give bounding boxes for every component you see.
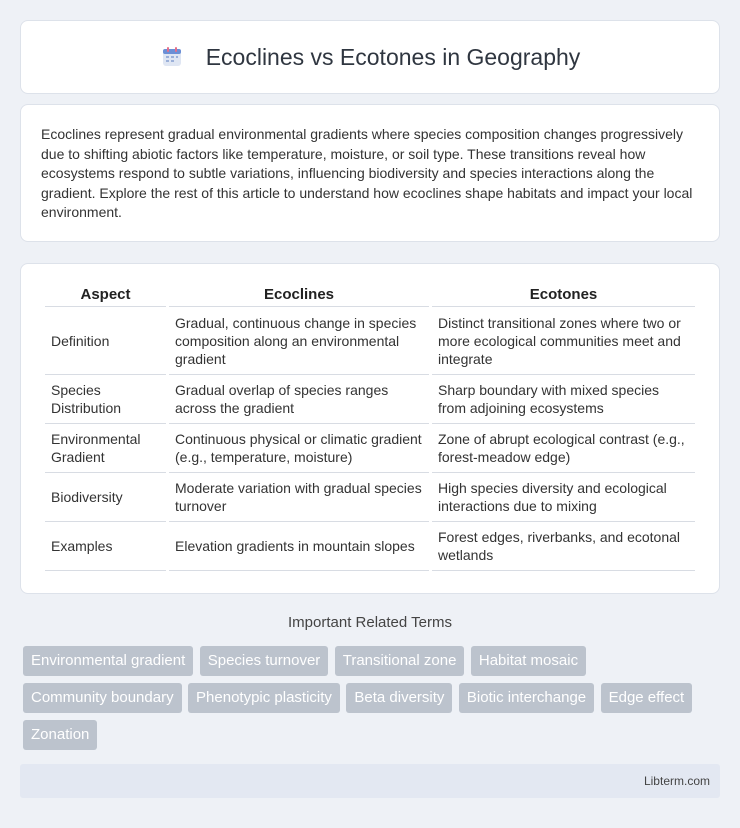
- table-row: [45, 424, 695, 473]
- cell-ecoclines: Elevation gradients in mountain slopes: [169, 522, 429, 571]
- cell-ecotones: Distinct transitional zones where two or more ecological communities meet and integrate: [432, 307, 695, 375]
- cell-ecoclines: Continuous physical or climatic gradient (e.g., temperature, moisture): [169, 424, 429, 473]
- tag-habitat-mosaic[interactable]: Habitat mosaic: [471, 646, 586, 676]
- cell-aspect: Species Distribution: [45, 375, 166, 424]
- cell-ecotones: Zone of abrupt ecological contrast (e.g., forest-meadow edge): [432, 424, 695, 473]
- tag-edge-effect[interactable]: Edge effect: [601, 683, 693, 713]
- table-row: [45, 375, 695, 424]
- cell-ecotones: Sharp boundary with mixed species from adjoining ecosystems: [432, 375, 695, 424]
- cell-ecoclines: Gradual, continuous change in species composition along an environmental gradient: [169, 307, 429, 375]
- cell-ecotones: High species diversity and ecological interactions due to mixing: [432, 473, 695, 522]
- intro-text: Ecoclines represent gradual environmental gradients where species composition changes progressively due to shifting abiotic factors like temperature, moisture, or soil type. These transitions reveal how ecosystems respond to subtle variations, influencing biodiversity and species interactions along the gradient. Explore the rest of this article to understand how ecoclines shape habitats and impact your local environment.: [41, 126, 693, 220]
- footer: [20, 764, 720, 798]
- intro-card: [20, 104, 720, 242]
- page-title: Ecoclines vs Ecotones in Geography: [205, 43, 581, 70]
- tag-community-boundary[interactable]: Community boundary: [23, 683, 182, 713]
- calendar-icon: [160, 45, 184, 69]
- related-terms-list: [23, 646, 723, 757]
- cell-aspect: Examples: [45, 522, 166, 571]
- table-row: [45, 307, 695, 375]
- cell-aspect: Biodiversity: [45, 473, 166, 522]
- footer-site-link[interactable]: Libterm.com: [643, 774, 710, 788]
- tag-beta-diversity[interactable]: Beta diversity: [346, 683, 452, 713]
- cell-ecoclines: Gradual overlap of species ranges across the gradient: [169, 375, 429, 424]
- header-aspect: Aspect: [45, 283, 166, 307]
- cell-ecoclines: Moderate variation with gradual species turnover: [169, 473, 429, 522]
- page-header: [20, 20, 720, 94]
- table-row: [45, 473, 695, 522]
- comparison-card: [20, 263, 720, 594]
- table-header-row: [45, 283, 695, 307]
- header-ecotones: Ecotones: [432, 283, 695, 307]
- tag-species-turnover[interactable]: Species turnover: [200, 646, 329, 676]
- cell-aspect: Definition: [45, 307, 166, 375]
- tag-biotic-interchange[interactable]: Biotic interchange: [459, 683, 594, 713]
- comparison-table: [42, 283, 698, 571]
- tag-zonation[interactable]: Zonation: [23, 720, 97, 750]
- header-ecoclines: Ecoclines: [169, 283, 429, 307]
- tag-transitional-zone[interactable]: Transitional zone: [335, 646, 465, 676]
- related-terms-title: Important Related Terms: [288, 614, 452, 631]
- table-row: [45, 522, 695, 571]
- tag-environmental-gradient[interactable]: Environmental gradient: [23, 646, 193, 676]
- tag-phenotypic-plasticity[interactable]: Phenotypic plasticity: [188, 683, 340, 713]
- cell-aspect: Environmental Gradient: [45, 424, 166, 473]
- cell-ecotones: Forest edges, riverbanks, and ecotonal wetlands: [432, 522, 695, 571]
